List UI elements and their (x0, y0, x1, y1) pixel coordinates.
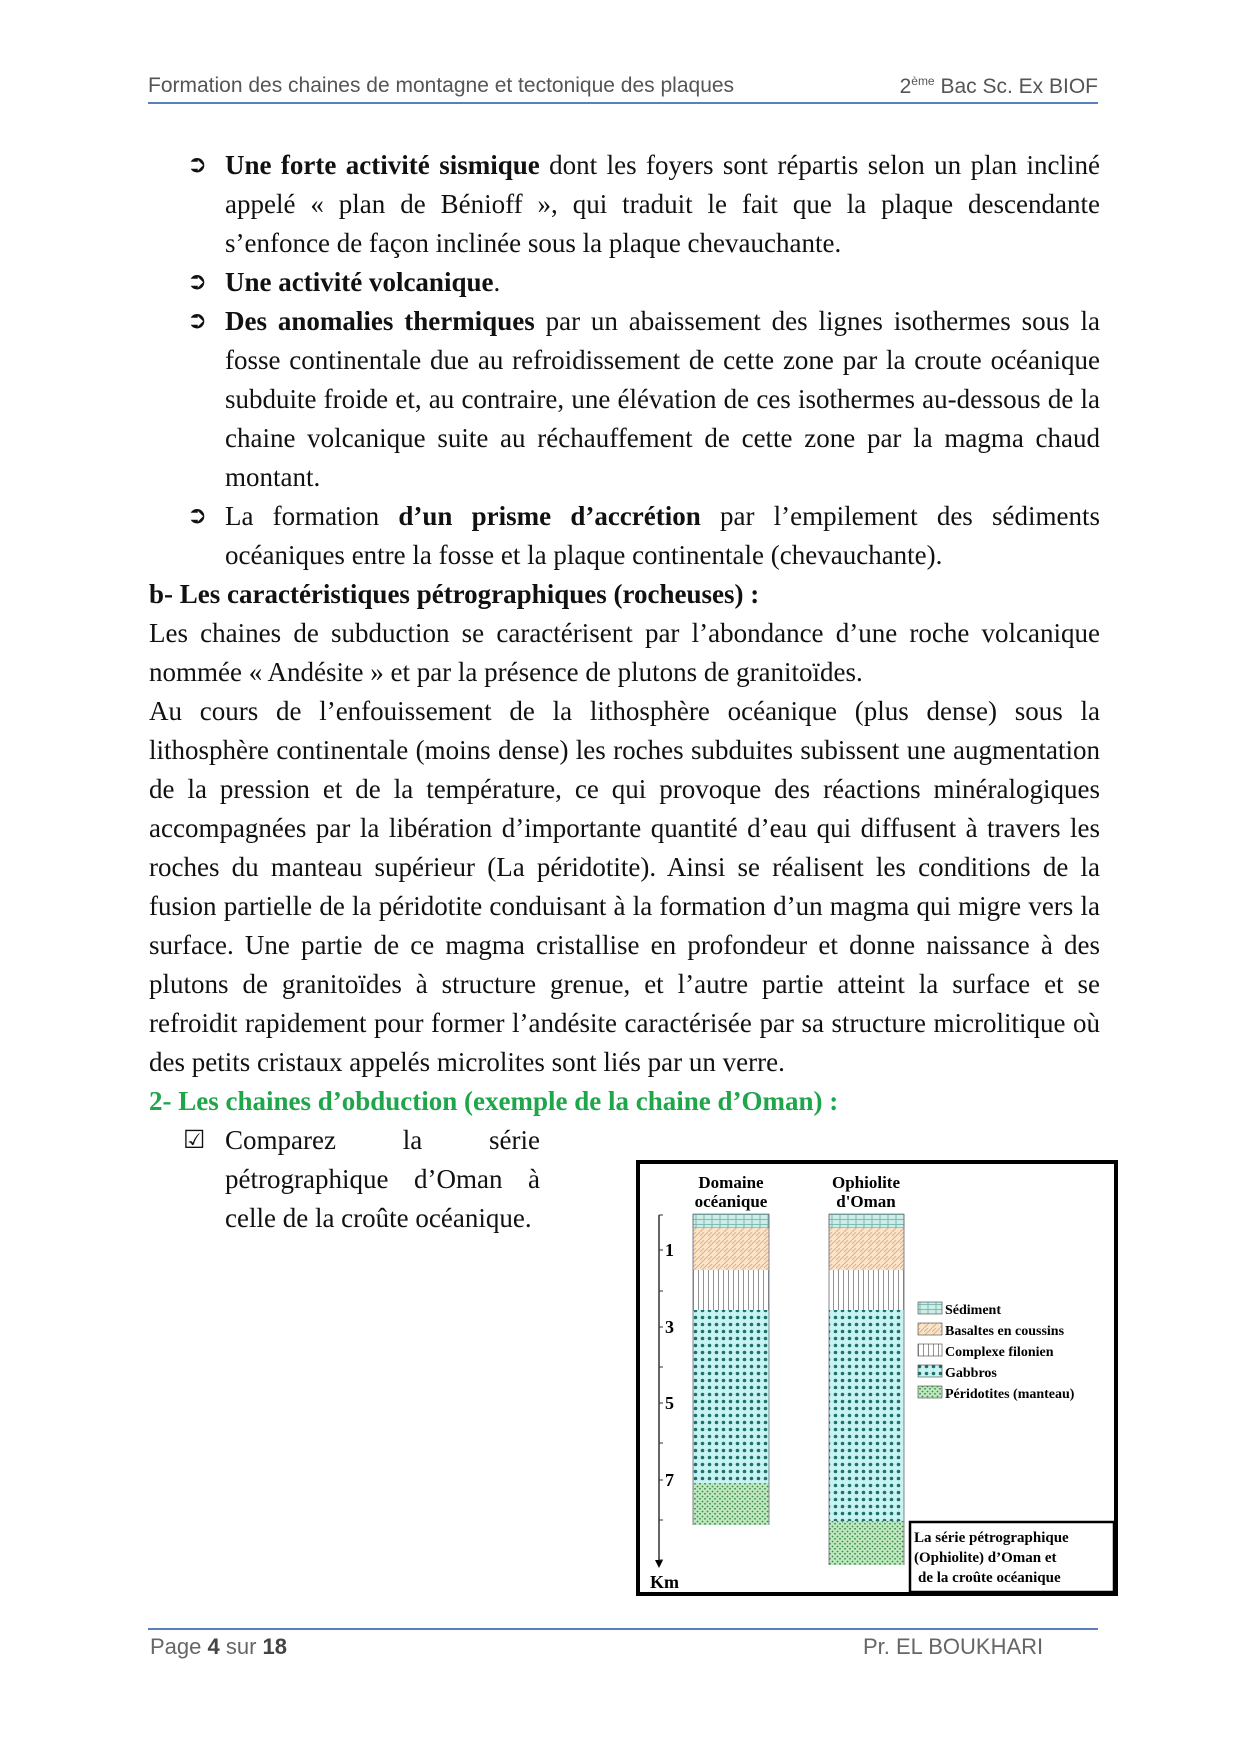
header-level (900, 74, 1098, 99)
legend-item: Péridotites (manteau) (945, 1387, 1075, 1402)
section-2-title: 2- Les chaines d’obduction (exemple de la chaine d’Oman) : (149, 1086, 839, 1116)
arrow-bullet-icon: ➲ (187, 308, 208, 334)
bullet-prism (149, 497, 1100, 575)
arrow-bullet-icon: ➲ (187, 152, 208, 178)
page-footer (148, 1628, 1098, 1659)
bullet-text: dont les foyers sont répartis selon un plan incliné appelé « plan de Bénioff », qui traduit le fait que la plaque descendante s’enfonce de façon inclinée sous la plaque chevauchante. (225, 150, 1101, 258)
bullet-text: . (493, 267, 501, 297)
axis-label: 3 (665, 1317, 674, 1337)
section-b-title (149, 575, 1100, 614)
arrow-bullet-icon: ➲ (187, 503, 208, 529)
section-b-title-text: b- Les caractéristiques pétrographiques (rocheuses) : (149, 579, 760, 609)
bullet-seismic (149, 146, 1100, 263)
figure-caption: La série pétrographique (Ophiolite) d’Oman et de la croûte océanique (914, 1530, 1069, 1586)
level-sup: ème (911, 74, 935, 88)
page-total: 18 (262, 1634, 288, 1659)
column-oceanic-domain (693, 1214, 769, 1525)
question (149, 1121, 540, 1238)
bullet-volcanic (149, 263, 1100, 302)
legend-item: Complexe filonien (945, 1345, 1054, 1360)
checkbox-checked-icon: ☑ (183, 1127, 206, 1154)
bullet-bold: Une activité volcanique (225, 267, 494, 297)
question-text: Comparez la série pétrographique d’Oman à celle de la croûte océanique. (225, 1125, 540, 1233)
bullet-text: par un abaissement des lignes isothermes sous la fosse continentale due au refroidissement de cette zone par la croute océanique subduite froide et, au contraire, une élévation de ces isothermes au-dessous de la chaine volcanique suite au réchauffement de cette zone par la magma chaud montant. (225, 306, 1100, 492)
column-2-title: Ophiolite d'Oman (831, 1173, 901, 1211)
petrographic-series-figure (636, 1160, 1120, 1598)
axis-label: 1 (665, 1240, 674, 1260)
author: Pr. EL BOUKHARI (863, 1634, 1044, 1659)
legend-item: Basaltes en coussins (945, 1324, 1065, 1339)
header-title: Formation des chaines de montagne et tectonique des plaques (148, 74, 735, 97)
page-header (148, 72, 1098, 104)
axis-label: 7 (665, 1470, 674, 1490)
bullet-text: par l’empilement des sédiments océaniques entre la fosse et la plaque continentale (chevauchante). (225, 501, 1100, 570)
bullet-bold: d’un prisme d’accrétion (398, 501, 701, 531)
legend-item: Sédiment (945, 1303, 1001, 1318)
axis-unit: Km (650, 1572, 679, 1592)
bullet-thermal (149, 302, 1100, 497)
column-1-title: Domaine océanique (694, 1173, 768, 1211)
column-oman-ophiolite (829, 1214, 904, 1565)
level-suffix: Bac Sc. Ex BIOF (934, 75, 1098, 98)
section-b-paragraph-1: Les chaines de subduction se caractérisent par l’abondance d’une roche volcanique nommée « Andésite » et par la présence de plutons de granitoïdes. (149, 618, 1100, 687)
section-b-paragraph-2: Au cours de l’enfouissement de la lithosphère océanique (plus dense) sous la lithosphère continentale (moins dense) les roches subduites subissent une augmentation de la pression et de la température, ce qui provoque des réactions minéralogiques accompagnées par la libération d’importante quantité d’eau qui diffusent à travers les roches du manteau supérieur (La péridotite). Ainsi se réalisent les conditions de la fusion partielle de la péridotite conduisant à la formation d’un magma qui migre vers la surface. Une partie de ce magma cristallise en profondeur et donne naissance à des plutons de granitoïdes à structure grenue, et l’autre partie atteint la surface et se refroidit rapidement pour former l’andésite caractérisée par sa structure microlitique où des petits cristaux appelés microlites sont liés par un verre. (149, 696, 1100, 1077)
bullet-bold: Des anomalies thermiques (225, 306, 535, 336)
arrow-bullet-icon: ➲ (187, 269, 208, 295)
page-current: 4 (207, 1634, 220, 1659)
page-body (149, 146, 1100, 1238)
bullet-pre: La formation (225, 501, 399, 531)
legend-item: Gabbros (945, 1366, 997, 1381)
page-word: Page (150, 1634, 208, 1659)
page-of: sur (219, 1634, 263, 1659)
page-number (150, 1634, 287, 1660)
bullet-bold: Une forte activité sismique (225, 150, 540, 180)
level-num: 2 (899, 75, 912, 98)
axis-label: 5 (665, 1393, 674, 1413)
